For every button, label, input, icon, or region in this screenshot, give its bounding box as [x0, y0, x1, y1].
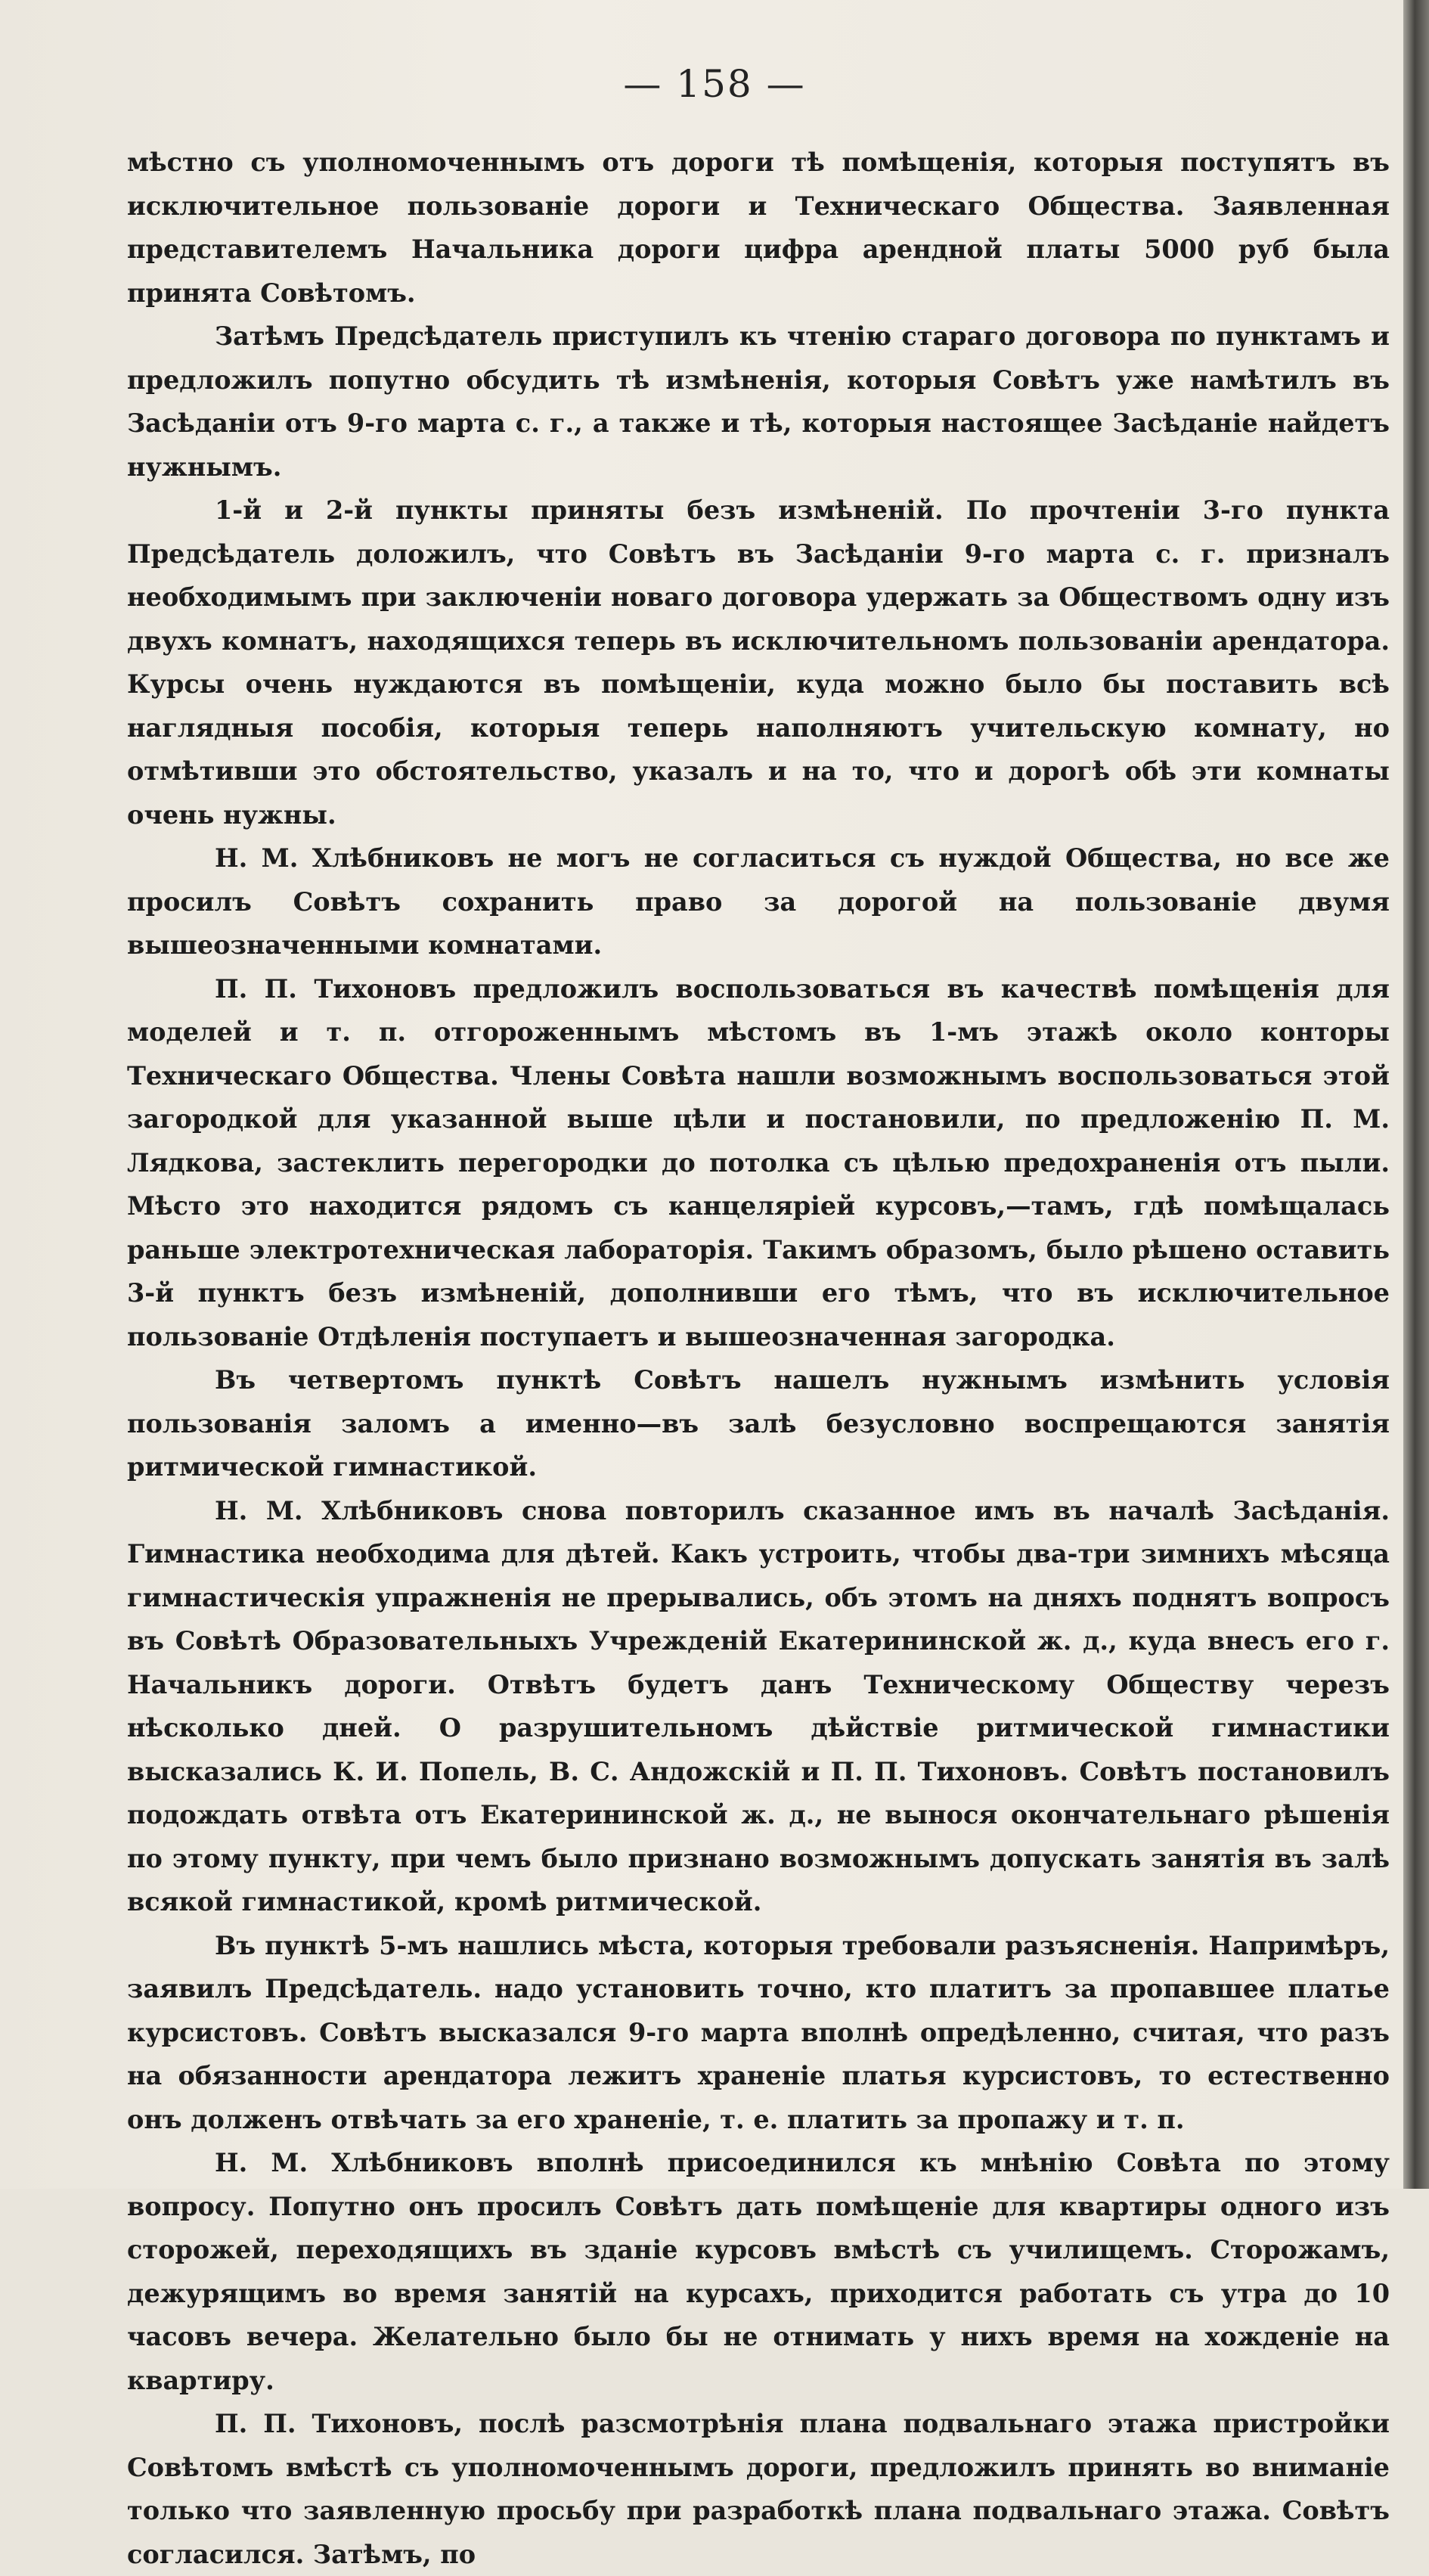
- paragraph-6: Въ четвертомъ пунктѣ Совѣтъ нашелъ нужнымъ измѣнить условія пользованія заломъ а именно—въ залѣ безусловно воспрещаются занятія ритмической гимнастикой.: [127, 1365, 1390, 1482]
- paragraph-1: мѣстно съ уполномоченнымъ отъ дороги тѣ помѣщенія, которыя поступятъ въ исключительное пользованіе дороги и Техническаго Общества. Заявленная представителемъ Начальника дороги цифра арендной платы 5000 руб была принята Совѣтомъ.: [127, 147, 1390, 308]
- page-number: — 158 —: [623, 62, 806, 106]
- paragraph-4: Н. М. Хлѣбниковъ не могъ не согласиться съ нуждой Общества, но все же просилъ Совѣтъ сохранить право за дорогой на пользованіе двумя вышеозначенными комнатами.: [127, 843, 1390, 960]
- paragraph-5: П. П. Тихоновъ предложилъ воспользоваться въ качествѣ помѣщенія для моделей и т. п. отгороженнымъ мѣстомъ въ 1-мъ этажѣ около конторы Техническаго Общества. Члены Совѣта нашли возможнымъ воспользоваться этой загородкой для указанной выше цѣли и постановили, по предложенію П. М. Лядкова, застеклить перегородки до потолка съ цѣлью предохраненія отъ пыли. Мѣсто это находится рядомъ съ канцеляріей курсовъ,—тамъ, гдѣ помѣщалась раньше электротехническая лабораторія. Такимъ образомъ, было рѣшено оставить 3-й пунктъ безъ измѣненій, дополнивши его тѣмъ, что въ исключительное пользованіе Отдѣленія поступаетъ и вышеозначенная загородка.: [127, 973, 1390, 1352]
- body-text: [127, 141, 1390, 2576]
- paragraph-8: Въ пунктѣ 5-мъ нашлись мѣста, которыя требовали разъясненія. Напримѣръ, заявилъ Предсѣдатель. надо установить точно, кто платитъ за пропавшее платье курсистовъ. Совѣтъ высказался 9-го марта вполнѣ опредѣленно, считая, что разъ на обязанности арендатора лежитъ храненіе платья курсистовъ, то естественно онъ долженъ отвѣчать за его храненіе, т. е. платить за пропажу и т. п.: [127, 1930, 1390, 2134]
- paragraph-3: 1-й и 2-й пункты приняты безъ измѣненій. По прочтеніи 3-го пункта Предсѣдатель доложилъ, что Совѣтъ въ Засѣданіи 9-го марта с. г. призналъ необходимымъ при заключеніи новаго договора удержать за Обществомъ одну изъ двухъ комнатъ, находящихся теперь въ исключительномъ пользованіи арендатора. Курсы очень нуждаются въ помѣщеніи, куда можно было бы поставить всѣ наглядныя пособія, которыя теперь наполняютъ учительскую комнату, но отмѣтивши это обстоятельство, указалъ и на то, что и дорогѣ обѣ эти комнаты очень нужны.: [127, 495, 1390, 830]
- paragraph-9: Н. М. Хлѣбниковъ вполнѣ присоединился къ мнѣнію Совѣта по этому вопросу. Попутно онъ просилъ Совѣтъ дать помѣщеніе для квартиры одного изъ сторожей, переходящихъ въ зданіе курсовъ вмѣстѣ съ училищемъ. Сторожамъ, дежурящимъ во время занятій на курсахъ, приходится работать съ утра до 10 часовъ вечера. Желательно было бы не отнимать у нихъ время на хожденіе на квартиру.: [127, 2148, 1390, 2395]
- paragraph-7: Н. М. Хлѣбниковъ снова повторилъ сказанное имъ въ началѣ Засѣданія. Гимнастика необходима для дѣтей. Какъ устроить, чтобы два-три зимнихъ мѣсяца гимнастическія упражненія не прерывались, объ этомъ на дняхъ поднятъ вопросъ въ Совѣтѣ Образовательныхъ Учрежденій Екатерининской ж. д., куда внесъ его г. Начальникъ дороги. Отвѣтъ будетъ данъ Техническому Обществу черезъ нѣсколько дней. О разрушительномъ дѣйствіе ритмической гимнастики высказались К. И. Попель, В. С. Андожскій и П. П. Тихоновъ. Совѣтъ постановилъ подождать отвѣта отъ Екатерининской ж. д., не вынося окончательнаго рѣшенія по этому пункту, при чемъ было признано возможнымъ допускать занятія въ залѣ всякой гимнастикой, кромѣ ритмической.: [127, 1495, 1390, 1916]
- page-edge-shadow: [1403, 0, 1429, 2189]
- paragraph-10: П. П. Тихоновъ, послѣ разсмотрѣнія плана подвальнаго этажа пристройки Совѣтомъ вмѣстѣ съ уполномоченнымъ дороги, предложилъ принять во вниманіе только что заявленную просьбу при разработкѣ плана подвальнаго этажа. Совѣтъ согласился. Затѣмъ, по: [127, 2409, 1390, 2569]
- paragraph-2: Затѣмъ Предсѣдатель приступилъ къ чтенію стараго договора по пунктамъ и предложилъ попутно обсудить тѣ измѣненія, которыя Совѣтъ уже намѣтилъ въ Засѣданіи отъ 9-го марта с. г., а также и тѣ, которыя настоящее Засѣданіе найдетъ нужнымъ.: [127, 321, 1390, 482]
